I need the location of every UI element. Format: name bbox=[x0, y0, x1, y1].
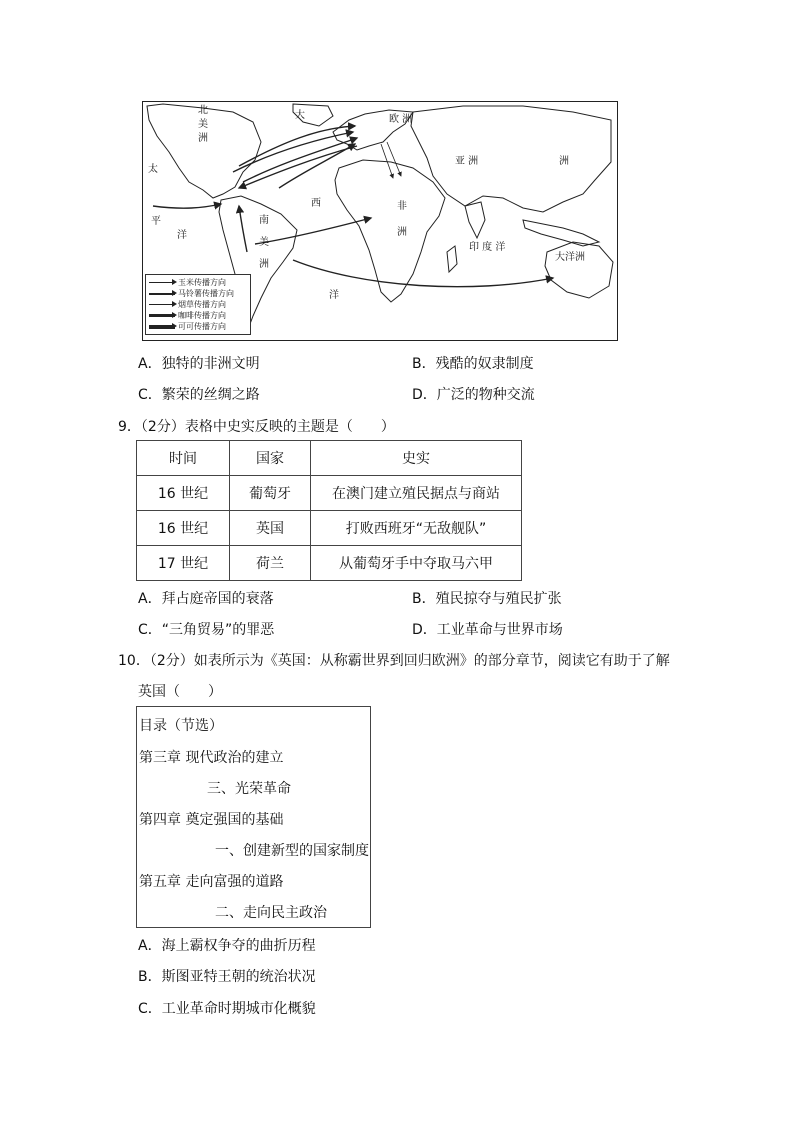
q9-stem: 9．（2分）表格中史实反映的主题是（ ） bbox=[118, 419, 395, 435]
q10-option-a[interactable]: A．海上霸权争夺的曲折历程 bbox=[138, 938, 316, 954]
table-row bbox=[137, 546, 522, 581]
asia-coast bbox=[411, 106, 611, 212]
q9-facts-table bbox=[136, 440, 522, 581]
label-pacific-2: 平 bbox=[151, 216, 161, 227]
cell-time: 16 世纪 bbox=[137, 511, 230, 546]
header-country: 国家 bbox=[230, 441, 311, 476]
legend-coffee-arrow-icon bbox=[149, 314, 175, 317]
label-pacific-1: 太 bbox=[148, 164, 158, 175]
cell-fact: 在澳门建立殖民据点与商站 bbox=[311, 476, 522, 511]
toc-title: 目录（节选） bbox=[139, 718, 223, 734]
q10-stem-line1: 10．（2分）如表所示为《英国：从称霸世界到回归欧洲》的部分章节，阅读它有助于了解 bbox=[118, 653, 670, 669]
label-atlantic-mid: 西 bbox=[311, 198, 321, 209]
legend-tobacco: 烟草传播方向 bbox=[149, 299, 247, 310]
toc-section-4-1: 一、创建新型的国家制度 bbox=[215, 843, 369, 859]
arrow-sa-north bbox=[239, 206, 247, 252]
label-atlantic-bottom: 洋 bbox=[329, 290, 339, 301]
cell-fact: 从葡萄牙手中夺取马六甲 bbox=[311, 546, 522, 581]
legend-cocoa: 可可传播方向 bbox=[149, 321, 247, 332]
map-legend bbox=[145, 274, 251, 335]
label-north-america: 北 美 洲 bbox=[198, 105, 208, 144]
legend-tobacco-arrow-icon bbox=[149, 304, 175, 305]
toc-section-3-3: 三、光荣革命 bbox=[207, 781, 291, 797]
q9-option-a[interactable]: A．拜占庭帝国的衰落 bbox=[138, 591, 274, 607]
cell-time: 17 世纪 bbox=[137, 546, 230, 581]
arrow-pacific bbox=[153, 204, 221, 208]
label-asia: 亚 洲 bbox=[455, 156, 479, 167]
arrow-europe-down bbox=[387, 142, 401, 176]
q8-option-b[interactable]: B．残酷的奴隶制度 bbox=[412, 356, 534, 372]
q10-option-c[interactable]: C．工业革命时期城市化概貌 bbox=[138, 1001, 316, 1017]
table-row bbox=[137, 511, 522, 546]
q10-stem-line2: 英国（ ） bbox=[138, 684, 222, 700]
label-oceania: 大洋洲 bbox=[555, 252, 585, 263]
legend-potato: 马铃薯传播方向 bbox=[149, 288, 247, 299]
header-fact: 史实 bbox=[311, 441, 522, 476]
cell-country: 荷兰 bbox=[230, 546, 311, 581]
legend-corn: 玉米传播方向 bbox=[149, 277, 247, 288]
q10-option-b[interactable]: B．斯图亚特王朝的统治状况 bbox=[138, 969, 316, 985]
label-indian-ocean: 印 度 洋 bbox=[469, 242, 506, 253]
q10-contents-box bbox=[136, 706, 371, 928]
africa-coast bbox=[335, 160, 445, 302]
q8-option-c[interactable]: C．繁荣的丝绸之路 bbox=[138, 387, 260, 403]
madagascar-coast bbox=[447, 246, 457, 272]
header-time: 时间 bbox=[137, 441, 230, 476]
q8-option-d[interactable]: D．广泛的物种交流 bbox=[412, 387, 535, 403]
cell-country: 英国 bbox=[230, 511, 311, 546]
legend-cocoa-arrow-icon bbox=[149, 325, 175, 329]
q9-option-b[interactable]: B．殖民掠夺与殖民扩张 bbox=[412, 591, 562, 607]
legend-coffee: 咖啡传播方向 bbox=[149, 310, 247, 321]
label-pacific-3: 洋 bbox=[177, 230, 187, 241]
species-exchange-map bbox=[142, 101, 618, 341]
arrow-sa-to-africa bbox=[255, 218, 371, 244]
toc-section-5-2: 二、走向民主政治 bbox=[215, 905, 327, 921]
label-south-america: 南 美 洲 bbox=[259, 215, 269, 270]
toc-chapter-3: 第三章 现代政治的建立 bbox=[139, 750, 284, 766]
cell-country: 葡萄牙 bbox=[230, 476, 311, 511]
cell-time: 16 世纪 bbox=[137, 476, 230, 511]
label-africa: 非 洲 bbox=[397, 201, 407, 238]
q8-option-a[interactable]: A．独特的非洲文明 bbox=[138, 356, 260, 372]
legend-potato-arrow-icon bbox=[149, 293, 175, 295]
cell-fact: 打败西班牙“无敌舰队” bbox=[311, 511, 522, 546]
q9-option-d[interactable]: D．工业革命与世界市场 bbox=[412, 622, 563, 638]
sea-islands bbox=[523, 220, 599, 246]
legend-corn-arrow-icon bbox=[149, 282, 175, 283]
label-atlantic-top: 大 bbox=[295, 110, 305, 121]
arrow-sa-to-australia bbox=[293, 260, 553, 287]
toc-chapter-4: 第四章 奠定强国的基础 bbox=[139, 812, 284, 828]
table-row bbox=[137, 476, 522, 511]
label-europe: 欧 洲 bbox=[389, 114, 413, 125]
toc-chapter-5: 第五章 走向富强的道路 bbox=[139, 874, 284, 890]
q9-option-c[interactable]: C．“三角贸易”的罪恶 bbox=[138, 622, 275, 638]
india-coast bbox=[465, 202, 485, 238]
label-east-asia: 洲 bbox=[559, 156, 569, 167]
table-header-row bbox=[137, 441, 522, 476]
